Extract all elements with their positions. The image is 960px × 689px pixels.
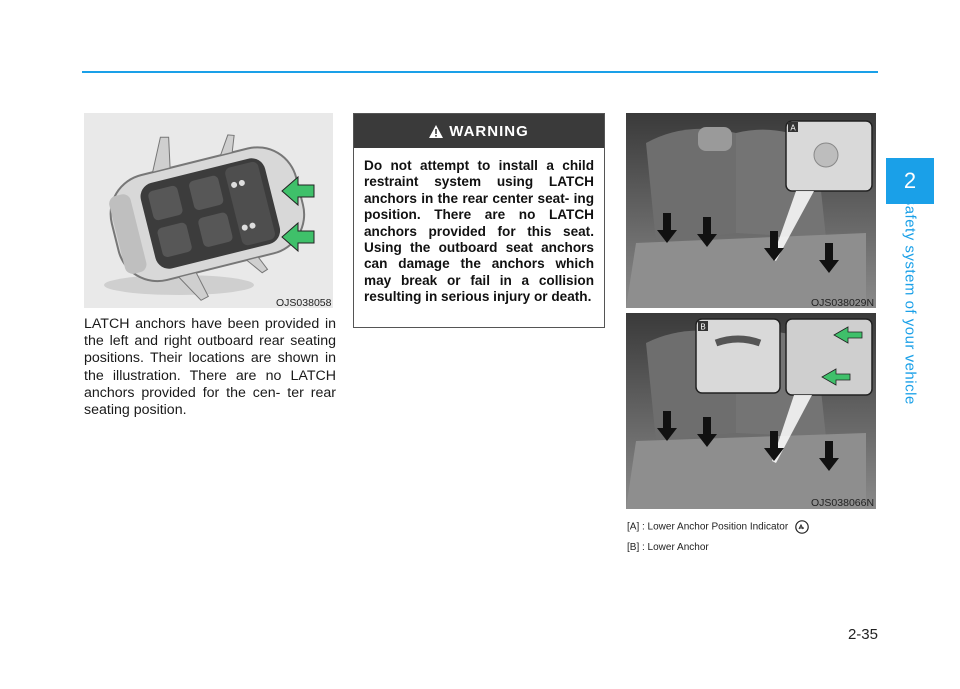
warning-text: Do not attempt to install a child restraint system using LATCH anchors in the rear center seat- ing position. There are no LATCH anchors provided for this seat. Using the outboard seat anchors can damage the anchors which may break or fail in a collision resulting in serious injury or death. xyxy=(364,158,594,305)
lower-anchor-indicator-icon xyxy=(795,520,809,534)
chapter-number: 2 xyxy=(903,168,917,193)
car-top-view-illustration xyxy=(84,113,333,308)
warning-triangle-icon xyxy=(429,125,443,138)
callout-b-label: B xyxy=(700,322,706,332)
figure-b-code: OJS038066N xyxy=(811,497,875,509)
header-rule xyxy=(82,71,878,73)
figure-a-code: OJS038029N xyxy=(811,297,875,309)
callout-a-label: A xyxy=(790,123,796,133)
caption-a xyxy=(627,520,809,534)
rear-seat-figure-b xyxy=(626,313,876,509)
rear-seat-illustration-b xyxy=(626,313,876,509)
car-top-view-figure xyxy=(84,113,333,308)
warning-title: WARNING xyxy=(449,122,529,140)
warning-box xyxy=(353,113,605,328)
page-number: 2-35 xyxy=(847,626,878,643)
caption-b: [B] : Lower Anchor xyxy=(627,542,709,553)
rear-seat-illustration-a xyxy=(626,113,876,308)
rear-seat-figure-a xyxy=(626,113,876,308)
latch-anchor-paragraph: LATCH anchors have been provided in the left and right outboard rear seating positions. Their locations are shown in the illustration. There are no LATCH anchors provided for the cen- ter rear seating position. xyxy=(84,316,336,419)
figure-code: OJS038058 xyxy=(276,297,332,309)
warning-header xyxy=(354,114,604,148)
section-title: Safety system of your vehicle xyxy=(901,195,919,405)
caption-a-text: [A] : Lower Anchor Position Indicator xyxy=(627,521,789,533)
